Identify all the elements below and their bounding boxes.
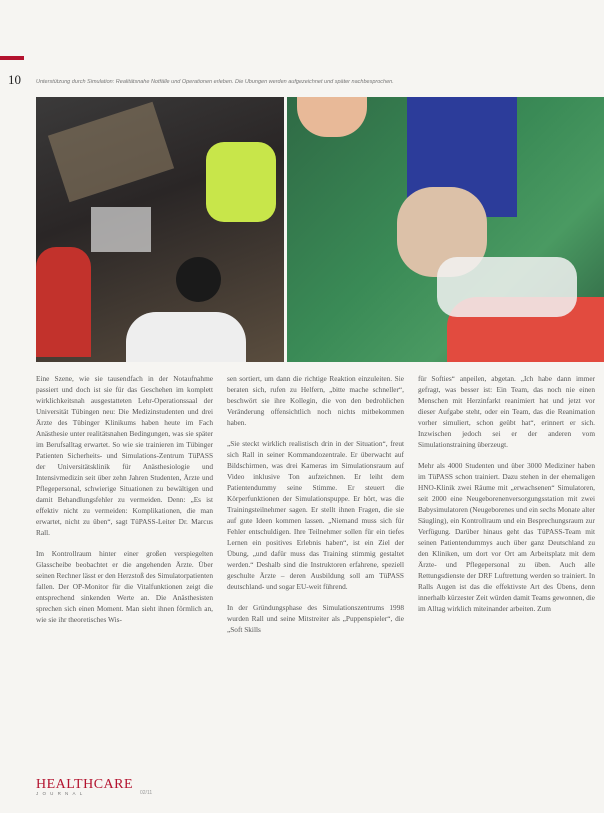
photo-person-red [36,247,91,357]
photo-monitor [91,207,151,252]
publication-logo [36,777,133,796]
photo-emergency-simulation [36,97,284,362]
paragraph: Eine Szene, wie sie tausendfach in der Notaufnahme passiert und doch ist sie für das Geschehen im komplett wirklichkeitsnah ausgestatteten Lehr-Operationssaal der Universität Tübingen neu: Die Medizinstudenten und drei Ärzte des Tübinger Klinikums haben heute im Fach Anästhesie unter realitätsnahen Bedingungen, was sie später im Berufsalltag erwartet. So wie sie trainieren im Tübinger Patienten Sicherheits- und Simulations-Zentrum TüPASS der Universitätsklinik für Anästhesiologie und Intensivmedizin seit über zehn Jahren Studenten, Ärzte und Pflegepersonal, schwierige Situationen zu bewältigen und damit Behandlungsfehler zu vermeiden. Denn: „Es ist effektiv nicht zu vermeiden: Komplikationen, die man erwartet, nicht zu üben“, sagt TüPASS-Leiter Dr. Marcus Rall. [36,374,213,537]
photo-person-head [176,257,221,302]
photo-paramedic-vest [206,142,276,222]
photo-person-white [126,312,246,362]
article-body [36,373,596,773]
photo-equipment-shelf [48,102,174,203]
logo-main-text: HEALTHCARE [36,777,134,792]
article-column-2 [227,373,404,773]
photo-surgeon-face [297,97,367,137]
article-column-1 [36,373,213,773]
photo-white-cloth [437,257,577,317]
photo-operation-simulation [287,97,604,362]
photo-caption: Unterstützung durch Simulation: Realitätsnahe Notfälle und Operationen erleben. Die Übungen werden aufgezeichnet und später nachbesprochen. [36,79,394,85]
paragraph: Im Kontrollraum hinter einer großen verspiegelten Glasscheibe beobachtet er die angehenden Ärzte. Über seinen Rechner lässt er den Herzstoß des Simulatorpatienten fallen. Der OP-Monitor für die Vitalfunktionen zeigt die entsprechend sinkenden Werte an. Die Anästhesisten sprechen sich einen Moment. Man sieht ihnen förmlich an, wie sie ihr theoretisches Wis- [36,549,213,624]
page-number: 10 [8,72,21,87]
issue-code: 02/11 [140,790,153,796]
article-column-3 [418,373,595,773]
paragraph: Mehr als 4000 Studenten und über 3000 Mediziner haben im TüPASS schon trainiert. Dazu stehen in der ehemaligen HNO-Klinik zwei Räume mit „erwachsenen“ Simulatoren, seit 2000 eine Neugeborenenversorgungsstation mit zwei Babysimulatoren (Neugeborenes und ein sechs Monate alter Säugling), ein Kontrollraum und ein Besprechungsraum zur Verfügung. Darüber hinaus geht das TüPASS-Team mit seinen Patientendummys auch über ganz Deutschland zu den Kliniken, um dort vor Ort am Arbeitsplatz mit dem Ärzte- und Pflegepersonal zu üben. Auch alle Rettungsdienste der DRF Luftrettung werden so trainiert. In Ralls Augen ist das die effektivste Art des Übens, denn innerhalb kürzester Zeit würden damit Teams gewonnen, die im Alltag wirklich miteinander arbeiten. Zum [418,461,595,613]
paragraph: sen sortiert, um dann die richtige Reaktion einzuleiten. Sie beraten sich, rufen zu Helfern, „bitte mache schneller“, beschwört sie ihre Kollegin, die von den bedrohlichen Veränderung offensichtlich noch nichts mitbekommen haben. [227,374,404,427]
paragraph: „Sie steckt wirklich realistisch drin in der Situation“, freut sich Rall in seiner Kommandozentrale. Er überwacht auf Bildschirmen, was drei Kameras im Simulationsraum auf Video inklusive Ton aufzeichnen. Er leiht dem Patientendummy seine Stimme. Er steuert die Körperfunktionen der Simulationspuppe. Er hört, was die Trainingsteilnehmer sagen. Er stellt ihnen Fragen, die sie auf gute Ideen kommen lassen. „Niemand muss sich für Fehler entschuldigen. Ihre Teilnehmer sollen für ein tiefes Lernen ein positives Erlebnis haben“, ist ein Ziel der Übung, „und dafür muss das Training stimmig gestaltet werden.“ Deshalb sind die Instruktoren erfahrene, speziell geschulte Ärzte – deren Ausbildung soll am TüPASS deutschland- und sogar EU-weit führend. [227,439,404,591]
logo-sub-text: JOURNAL [36,791,87,796]
accent-bar [0,56,24,60]
paragraph: In der Gründungsphase des Simulationszentrums 1998 wurden Rall und seine Mitstreiter als „Puppenspieler“, die „Soft Skills [227,603,404,634]
paragraph: für Softies“ anpeilen, abgetan. „Ich habe dann immer gefragt, was besser ist: Ein Team, das noch nie einen Menschen mit Herzinfarkt reanimiert hat und jetzt vor dieser Aufgabe steht, oder ein Team, das die Reanimation vorher simuliert, schon geübt hat“, erinnert er sich. Inzwischen jedoch sei er der anderen vom Simulationstraining überzeugt. [418,374,595,449]
